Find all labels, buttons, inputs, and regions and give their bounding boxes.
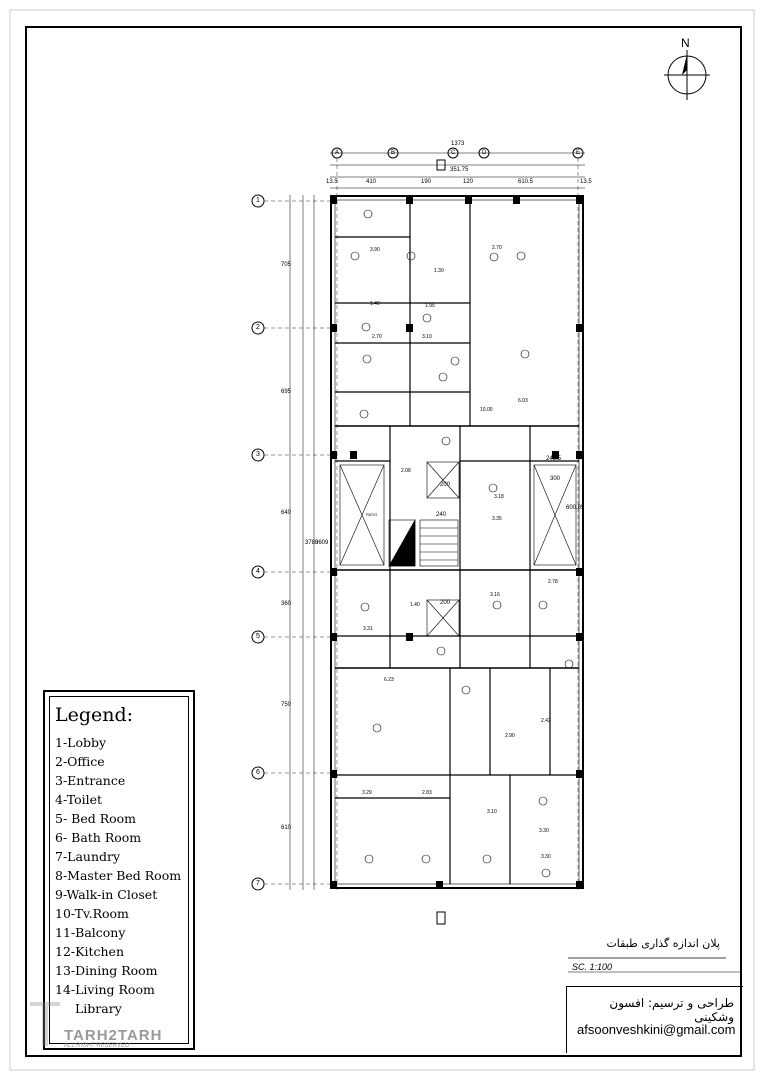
svg-text:3.16: 3.16 xyxy=(490,592,500,598)
row-label-2: 2 xyxy=(256,324,260,331)
watermark-sub: ALL RIGHT RESERVED xyxy=(64,1043,130,1049)
stair-dim-3: 300 xyxy=(550,476,561,482)
svg-text:6.03: 6.03 xyxy=(518,398,528,404)
drawing-scale: SC. 1:100 xyxy=(572,962,613,972)
building-walls xyxy=(331,196,583,888)
stair-dim-1: 200 xyxy=(440,482,451,488)
designer-name: طراحی و ترسیم: افسون وشکینی xyxy=(609,996,734,1024)
left-dim-1: 695 xyxy=(281,389,292,395)
svg-text:6.23: 6.23 xyxy=(384,677,394,683)
legend-item: 9-Walk-in Closet xyxy=(55,887,158,902)
col-label-d: D xyxy=(482,150,487,156)
legend-item: 2-Office xyxy=(55,754,105,769)
left-dim-4: 750 xyxy=(281,702,292,708)
inner-height-dim: 3609 xyxy=(315,540,329,546)
top-dim-5: 13.5 xyxy=(580,179,592,185)
svg-text:2.70: 2.70 xyxy=(492,245,502,251)
svg-text:3.30: 3.30 xyxy=(541,854,551,860)
legend-item: 5- Bed Room xyxy=(55,811,137,826)
legend-item: 3-Entrance xyxy=(55,773,126,788)
watermark-brand: TARH2TARH xyxy=(64,1027,163,1044)
patio-label: PATIO xyxy=(366,512,378,517)
svg-text:3.29: 3.29 xyxy=(362,790,372,796)
col-label-e: E xyxy=(576,150,581,156)
legend-item: 14-Living Room xyxy=(55,982,155,997)
svg-text:3.35: 3.35 xyxy=(492,516,502,522)
legend-item: 12-Kitchen xyxy=(55,944,124,959)
col-label-a: A xyxy=(335,150,340,156)
legend-title: Legend: xyxy=(55,704,134,726)
row-label-4: 4 xyxy=(256,568,260,575)
row-grid xyxy=(252,195,330,890)
legend-box xyxy=(43,690,195,1050)
row-label-7: 7 xyxy=(256,880,260,887)
svg-text:3.10: 3.10 xyxy=(422,334,432,340)
stair-dim-0: 240 xyxy=(436,512,447,518)
top-dim-4: 610.5 xyxy=(518,179,534,185)
stair-core xyxy=(389,462,459,636)
legend-item: 10-Tv.Room xyxy=(55,906,129,921)
north-label: N xyxy=(681,36,690,50)
total-height-dim: 3780 xyxy=(305,540,319,546)
left-dim-3: 360 xyxy=(281,601,292,607)
svg-text:10.00: 10.00 xyxy=(480,407,493,413)
col-label-c: C xyxy=(451,150,456,156)
col-label-b: B xyxy=(391,150,396,156)
svg-text:1.95: 1.95 xyxy=(425,303,435,309)
structural-columns xyxy=(330,196,583,889)
drawing-title: پلان اندازه گذاری طبقات xyxy=(606,937,720,950)
left-dim-2: 640 xyxy=(281,510,292,516)
top-dim-1: 410 xyxy=(366,179,377,185)
svg-text:3.31: 3.31 xyxy=(363,626,373,632)
legend-item: 7-Laundry xyxy=(55,849,121,864)
stair-dim-4: 245.5 xyxy=(546,456,562,462)
designer-email: afsoonveshkini@gmail.com xyxy=(577,1022,736,1037)
top-dim-3: 120 xyxy=(463,179,474,185)
svg-text:2.70: 2.70 xyxy=(372,334,382,340)
svg-text:2.42: 2.42 xyxy=(541,718,551,724)
svg-text:1.40: 1.40 xyxy=(410,602,420,608)
legend-item: Library xyxy=(75,1001,122,1016)
svg-text:2.83: 2.83 xyxy=(422,790,432,796)
total-width-dim: 1373 xyxy=(451,141,465,147)
svg-text:2.78: 2.78 xyxy=(548,579,558,585)
svg-text:3.10: 3.10 xyxy=(487,809,497,815)
svg-text:2.90: 2.90 xyxy=(505,733,515,739)
svg-text:3.30: 3.30 xyxy=(539,828,549,834)
legend-item: 11-Balcony xyxy=(55,925,126,940)
legend-item: 4-Toilet xyxy=(55,792,103,807)
column-grid xyxy=(330,148,585,890)
legend-item: 6- Bath Room xyxy=(55,830,142,845)
top-dim-2: 190 xyxy=(421,179,432,185)
row-label-3: 3 xyxy=(256,451,260,458)
left-dim-5: 610 xyxy=(281,825,292,831)
svg-text:1.30: 1.30 xyxy=(434,268,444,274)
svg-text:1.40: 1.40 xyxy=(370,301,380,307)
top-dim-0: 13.5 xyxy=(326,179,338,185)
row-label-1: 1 xyxy=(256,197,260,204)
legend-item: 8-Master Bed Room xyxy=(55,868,182,883)
svg-text:3.18: 3.18 xyxy=(494,494,504,500)
row-label-6: 6 xyxy=(256,769,260,776)
svg-text:2.08: 2.08 xyxy=(401,468,411,474)
row-label-5: 5 xyxy=(256,633,260,640)
stair-dim-2: 200 xyxy=(440,600,451,606)
north-arrow-icon xyxy=(664,50,710,100)
legend-item: 13-Dining Room xyxy=(55,963,158,978)
svg-text:3.90: 3.90 xyxy=(370,247,380,253)
stair-dim-5: 600.05 xyxy=(566,505,585,511)
section-marker-icon xyxy=(437,160,445,924)
sub-width-dim: 351.75 xyxy=(450,167,469,173)
legend-item: 1-Lobby xyxy=(55,735,107,750)
left-dim-0: 705 xyxy=(281,262,292,268)
